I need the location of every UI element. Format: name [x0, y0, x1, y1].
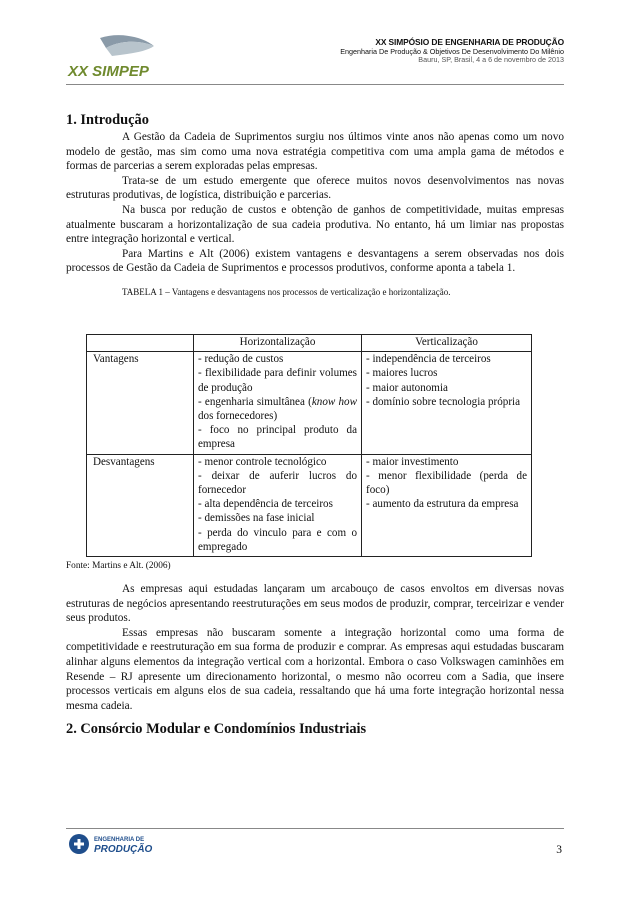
header-text — [340, 38, 564, 64]
cell-item: - menor controle tecnológico — [198, 455, 327, 468]
svg-text:PRODUÇÃO: PRODUÇÃO — [94, 844, 153, 855]
cell-item: - domínio sobre tecnologia própria — [366, 395, 521, 408]
table-cell — [362, 352, 532, 454]
row-label: Desvantagens — [87, 454, 194, 556]
cell-item: - maior autonomia — [366, 381, 448, 394]
column-header-horizontal: Horizontalização — [194, 334, 362, 351]
header-divider — [66, 84, 564, 85]
engenharia-producao-logo — [68, 832, 172, 856]
section1-heading: 1. Introdução — [66, 112, 149, 128]
table-cell — [194, 454, 362, 556]
cell-item: - maiores lucros — [366, 367, 438, 380]
column-header-vertical: Verticalização — [362, 334, 532, 351]
cell-item: - foco no principal produto da empresa — [198, 424, 357, 451]
table-row — [87, 352, 532, 454]
svg-text:ENGENHARIA DE: ENGENHARIA DE — [94, 837, 145, 843]
paragraph: Na busca por redução de custos e obtenção de ganhos de competitividade, muitas empresas atualmente buscaram a horizontalização de sua cadeia produtiva. No entanto, há um limiar nas propostas entre integração horizontal e vertical. — [66, 203, 564, 246]
cell-item: - maior investimento — [366, 455, 459, 468]
symposium-title: XX SIMPÓSIO DE ENGENHARIA DE PRODUÇÃO — [375, 37, 564, 47]
table-cell — [362, 454, 532, 556]
table-source: Fonte: Martins e Alt. (2006) — [66, 560, 171, 571]
table-caption: TABELA 1 – Vantagens e desvantagens nos processos de verticalização e horizontalização. — [122, 286, 451, 297]
table-corner-cell — [87, 334, 194, 351]
paragraph: Para Martins e Alt (2006) existem vantagens e desvantagens a serem observadas nos dois processos de Gestão da Cadeia de Suprimentos e processos produtivos, conforme aponta a tabela 1. — [66, 247, 564, 275]
footer-divider — [66, 828, 564, 829]
cell-item: - perda do vinculo para e com o empregado — [198, 526, 357, 553]
table-cell — [194, 352, 362, 454]
cell-item: - flexibilidade para definir volumes de produção — [198, 367, 357, 394]
cell-item: - redução de custos — [198, 353, 284, 366]
cell-item: - demissões na fase inicial — [198, 512, 315, 525]
simpep-logo — [66, 34, 184, 80]
cell-item: - engenharia simultânea (know how dos fornecedores) — [198, 395, 357, 422]
cell-item: - aumento da estrutura da empresa — [366, 498, 519, 511]
paragraph: A Gestão da Cadeia de Suprimentos surgiu nos últimos vinte anos não apenas como um novo modelo de gestão, mas sim como uma nova estratégia competitiva com uma ampla gama de métodos e formas de parcerias a serem exploradas pelas empresas. — [66, 131, 564, 173]
section2-heading: 2. Consórcio Modular e Condomínios Industriais — [66, 721, 367, 738]
page-number: 3 — [556, 844, 562, 856]
symposium-subtitle: Engenharia De Produção & Objetivos De Desenvolvimento Do Milênio — [340, 46, 564, 56]
row-label: Vantagens — [87, 352, 194, 454]
cell-item: - menor flexibilidade (perda de foco) — [366, 469, 527, 496]
cell-item: - independência de terceiros — [366, 353, 491, 366]
cell-item: - deixar de auferir lucros do fornecedor — [198, 469, 357, 496]
table-row — [87, 454, 532, 556]
paragraph: As empresas aqui estudadas lançaram um arcabouço de casos envoltos em diversas novas estruturas de negócios apresentando reestruturações em seus modos de produzir, comprar, terceirizar e vender seus produtos. — [66, 582, 564, 625]
paragraph: Trata-se de um estudo emergente que oferece muitos novos desenvolvimentos nas novas estruturas produtivas, de logística, distribuição e parcerias. — [66, 174, 564, 202]
comparison-table — [86, 334, 532, 557]
table-header-row — [87, 334, 532, 351]
cell-item: - alta dependência de terceiros — [198, 498, 333, 511]
page-content — [66, 110, 564, 739]
svg-text:XX SIMPEP: XX SIMPEP — [68, 63, 149, 80]
paragraph: Essas empresas não buscaram somente a integração horizontal como uma forma de competitividade e reestruturação em sua forma de produzir e comprar. As empresas aqui estudadas buscaram alinhar alguns elementos da integração vertical com a horizontal. Embora o caso Volkswagen caminhões em Resende – RJ apresente um direcionamento horizontal, o mesmo não ocorreu com a Sadia, que insere processos verticais em alguns elos de sua cadeia, ressaltando que há uma forte integração horizontal nessa mesma cadeia. — [66, 626, 564, 712]
symposium-location: Bauru, SP, Brasil, 4 a 6 de novembro de 2013 — [418, 54, 564, 64]
